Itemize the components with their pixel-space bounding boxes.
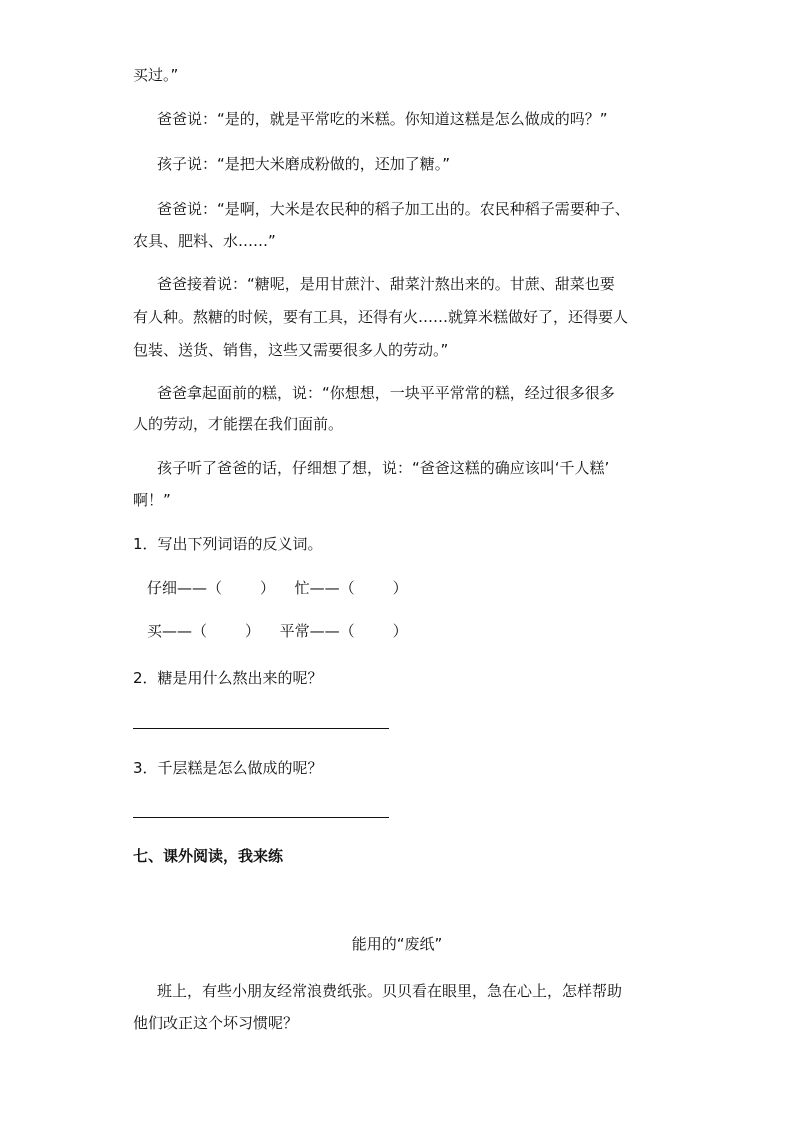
passage-line: 爸爸接着说：“糖呢，是用甘蔗汁、甜菜汁熬出来的。甘蔗、甜菜也要 (157, 275, 615, 293)
passage-line: 班上，有些小朋友经常浪费纸张。贝贝看在眼里，急在心上，怎样帮助 (157, 982, 623, 1000)
passage-line: 包装、送货、销售，这些又需要很多人的劳动。” (133, 341, 449, 359)
passage-line: 有人种。熬糖的时候，要有工具，还得有火……就算米糕做好了，还得要人 (133, 308, 629, 326)
antonym-close: ） (245, 622, 261, 640)
passage-line: 啊！” (133, 491, 171, 509)
antonym-word: 仔细——（ (147, 579, 223, 597)
passage-line: 人的劳动，才能摆在我们面前。 (133, 415, 344, 433)
section-heading: 七、课外阅读，我来练 (133, 847, 284, 865)
question-2-prompt: 2．糖是用什么熬出来的呢？ (133, 669, 323, 687)
passage-line: 爸爸拿起面前的糕，说：“你想想，一块平平常常的糕，经过很多很多 (157, 384, 615, 402)
antonym-close: ） (260, 579, 276, 597)
passage-line: 孩子听了爸爸的话，仔细想了想，说：“爸爸这糕的确应该叫‘千人糕’ (157, 459, 610, 477)
antonym-word: 买——（ (147, 622, 208, 640)
antonym-word: 平常——（ (279, 622, 355, 640)
antonym-row-2 (147, 620, 408, 642)
antonym-word: 忙——（ (294, 579, 355, 597)
passage-line: 孩子说：“是把大米磨成粉做的，还加了糖。” (157, 155, 451, 173)
question-1-prompt: 1．写出下列词语的反义词。 (133, 535, 323, 553)
antonym-close: ） (392, 579, 408, 597)
answer-line[interactable] (133, 728, 389, 729)
passage-line: 爸爸说：“是啊，大米是农民种的稻子加工出的。农民种稻子需要种子、 (157, 200, 630, 218)
passage-line: 农具、肥料、水……” (133, 232, 276, 250)
answer-line[interactable] (133, 817, 389, 818)
question-3-prompt: 3．千层糕是怎么做成的呢？ (133, 759, 323, 777)
passage-line: 他们改正这个坏习惯呢？ (133, 1014, 299, 1032)
passage-title: 能用的“废纸” (351, 935, 443, 953)
passage-line: 买过。” (133, 66, 179, 84)
antonym-close: ） (392, 622, 408, 640)
antonym-row-1 (147, 577, 408, 599)
passage-line: 爸爸说：“是的，就是平常吃的米糕。你知道这糕是怎么做成的吗？” (157, 110, 608, 128)
